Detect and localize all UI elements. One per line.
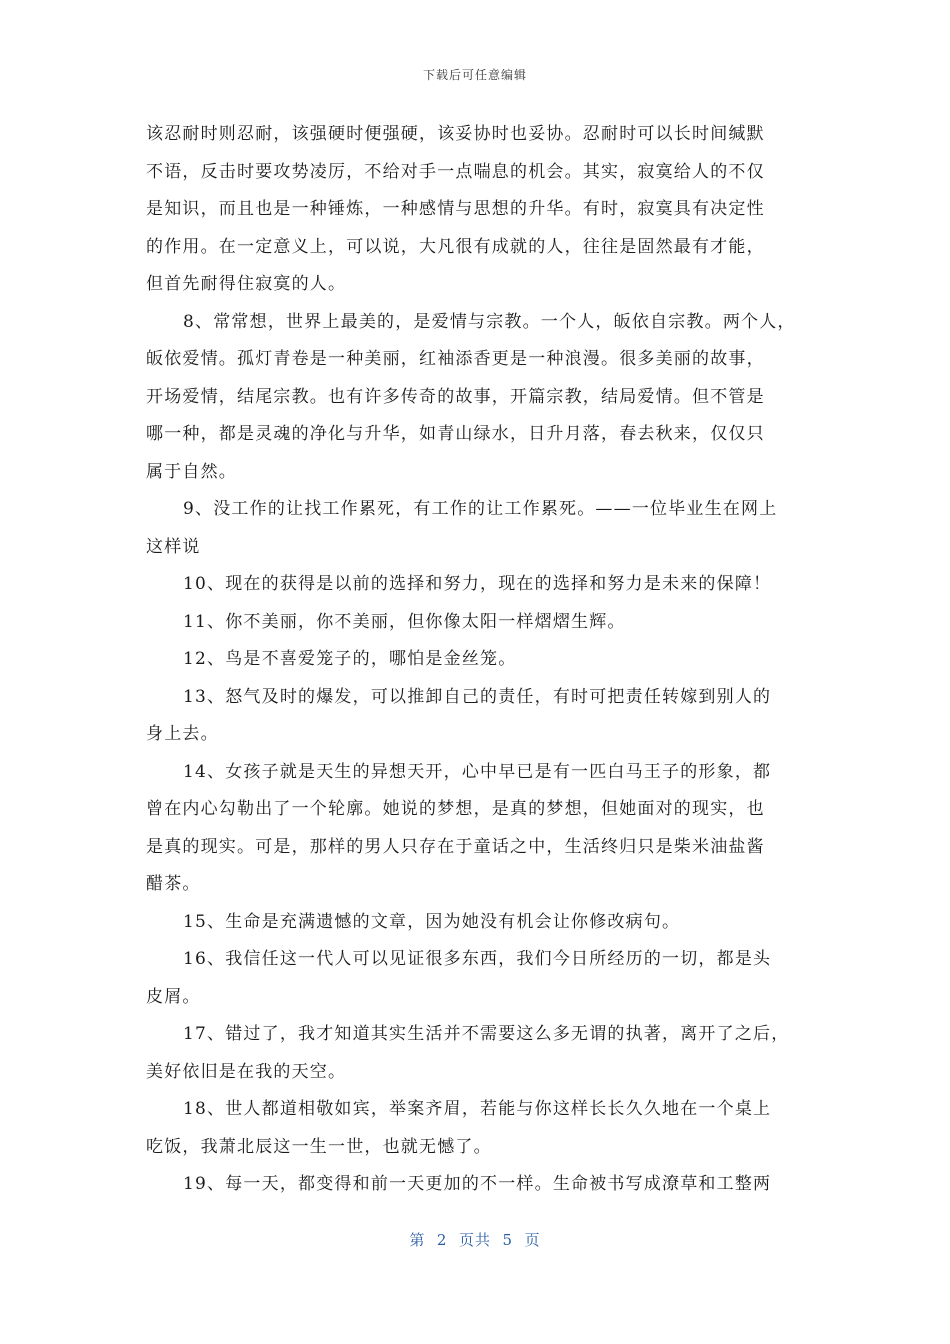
paragraph-start-line: 19、每一天，都变得和前一天更加的不一样。生命被书写成潦草和工整两 [183, 1174, 772, 1194]
text-line: 但首先耐得住寂寞的人。 [146, 274, 347, 294]
text-line: 哪一种，都是灵魂的净化与升华，如青山绿水，日升月落，春去秋来，仅仅只 [146, 424, 765, 444]
text-line: 身上去。 [146, 724, 219, 744]
text-line: 醋茶。 [146, 874, 201, 894]
paragraph-start-line: 10、现在的获得是以前的选择和努力，现在的选择和努力是未来的保障！ [183, 574, 772, 594]
text-line: 属于自然。 [146, 461, 237, 482]
text-line: 皮屑。 [146, 986, 201, 1007]
paragraph-start-line: 18、世人都道相敬如宾，举案齐眉，若能与你这样长长久久地在一个桌上 [183, 1099, 772, 1119]
text-line: 曾在内心勾勒出了一个轮廓。她说的梦想，是真的梦想，但她面对的现实，也 [146, 799, 765, 819]
paragraph-start-line: 12、鸟是不喜爱笼子的，哪怕是金丝笼。 [183, 649, 517, 669]
text-line: 该忍耐时则忍耐，该强硬时便强硬，该妥协时也妥协。忍耐时可以长时间缄默 [146, 124, 765, 144]
paragraph-start-line: 9、没工作的让找工作累死，有工作的让工作累死。——一位毕业生在网上 [183, 499, 778, 519]
paragraph-start-line: 13、怒气及时的爆发，可以推卸自己的责任，有时可把责任转嫁到别人的 [183, 686, 772, 707]
text-line: 美好依旧是在我的天空。 [146, 1061, 347, 1082]
text-line: 是知识，而且也是一种锤炼，一种感情与思想的升华。有时，寂寞具有决定性 [146, 199, 765, 219]
text-line: 的作用。在一定意义上，可以说，大凡很有成就的人，往往是固然最有才能， [146, 236, 765, 257]
document-body [146, 116, 816, 1204]
paragraph-start-line: 11、你不美丽，你不美丽，但你像太阳一样熠熠生辉。 [183, 611, 626, 632]
paragraph-start-line: 15、生命是充满遗憾的文章，因为她没有机会让你修改病句。 [183, 911, 681, 932]
text-line: 不语，反击时要攻势凌厉，不给对手一点喘息的机会。其实，寂寞给人的不仅 [146, 161, 765, 182]
page-number-footer: 第 2 页共 5 页 [409, 1231, 541, 1249]
paragraph-start-line: 17、错过了，我才知道其实生活并不需要这么多无谓的执著，离开了之后， [183, 1024, 790, 1044]
paragraph-start-line: 8、常常想，世界上最美的，是爱情与宗教。一个人，皈依自宗教。两个人， [183, 311, 796, 332]
text-line: 吃饭，我萧北辰这一生一世，也就无憾了。 [146, 1136, 492, 1157]
text-line: 这样说 [146, 536, 201, 557]
paragraph-start-line: 14、女孩子就是天生的异想天开，心中早已是有一匹白马王子的形象，都 [183, 761, 772, 782]
paragraph-start-line: 16、我信任这一代人可以见证很多东西，我们今日所经历的一切，都是头 [183, 949, 772, 969]
text-line: 是真的现实。可是，那样的男人只存在于童话之中，生活终归只是柴米油盐酱 [146, 836, 765, 857]
text-line: 皈依爱情。孤灯青卷是一种美丽，红袖添香更是一种浪漫。很多美丽的故事， [146, 349, 765, 369]
page-header: 下载后可任意编辑 [422, 68, 527, 82]
text-line: 开场爱情，结尾宗教。也有许多传奇的故事，开篇宗教，结局爱情。但不管是 [146, 386, 765, 407]
